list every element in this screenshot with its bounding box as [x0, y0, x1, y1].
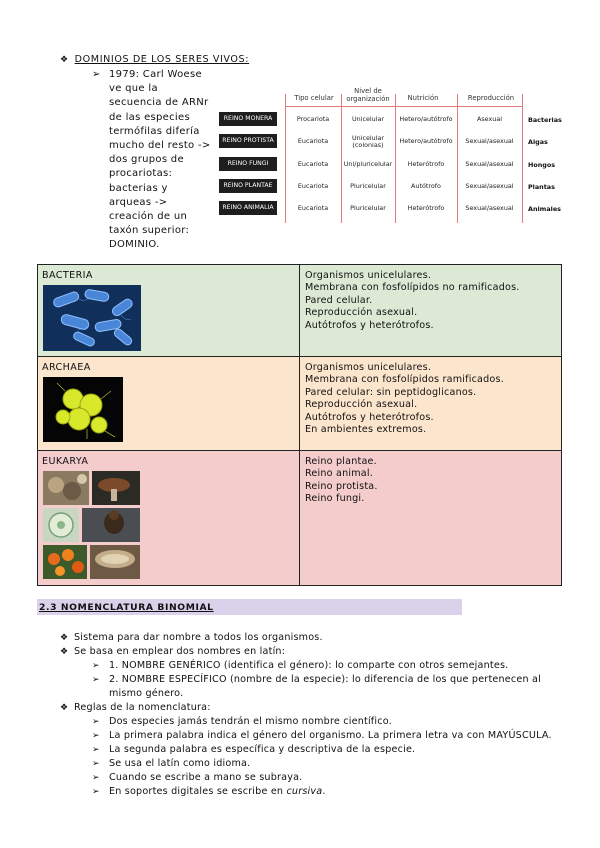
kingdom-header-nutricion: Nutrición [407, 94, 439, 102]
rule-text: La segunda palabra es específica y descriptiva de la especie. [109, 744, 416, 755]
list-item: Reino protista. [305, 480, 378, 492]
arrow-bullet-icon: ➢ [92, 675, 100, 685]
table-row [38, 357, 561, 451]
column-divider [395, 94, 396, 223]
domain-features-archaea [300, 357, 561, 450]
bullet-text: Sistema para dar nombre a todos los organismos. [74, 632, 323, 643]
kingdom-cell: Eucariota [297, 182, 329, 190]
table-row [38, 265, 561, 357]
kingdom-cell: Eucariota [297, 137, 329, 145]
kingdom-cell: Heterótrofo [407, 204, 445, 212]
bullet-text: Reglas de la nomenclatura: [74, 702, 211, 713]
column-divider [341, 94, 342, 223]
arrow-bullet-icon: ➢ [92, 69, 101, 80]
sub-bullet-text: 1. NOMBRE GENÉRICO (identifica el género): lo comparte con otros semejantes. [109, 660, 509, 671]
bullet-text: Se basa en emplear dos nombres en latín: [74, 646, 286, 657]
domain-title: BACTERIA [42, 270, 93, 281]
kingdom-table [219, 86, 564, 226]
kingdom-header-reproduccion: Reproducción [467, 94, 515, 102]
rule-text: Cuando se escribe a mano se subraya. [109, 772, 303, 783]
rule-text: La primera palabra indica el género del organismo. La primera letra va con MAYÚSCULA. [109, 730, 552, 741]
dominios-heading-text: DOMINIOS DE LOS SERES VIVOS: [74, 54, 250, 65]
rule-text-last [109, 786, 326, 797]
list-item: Reino animal. [305, 468, 373, 480]
kingdom-group: Bacterias [528, 116, 562, 124]
eukarya-collage-image [42, 471, 142, 581]
list-item: En ambientes extremos. [305, 424, 427, 436]
list-item: Membrana con fosfolípidos no ramificados. [305, 282, 520, 294]
rule-text-prefix: En soportes digitales se escribe en [109, 786, 284, 797]
kingdom-header-tipo: Tipo celular [294, 94, 334, 102]
kingdom-name-animalia: REINO ANIMALIA [219, 201, 277, 215]
kingdom-cell: Eucariota [297, 204, 329, 212]
list-item: Membrana con fosfolípidos ramificados. [305, 374, 504, 386]
rule-text-italic: cursiva [286, 786, 323, 797]
list-item: Reino plantae. [305, 456, 377, 467]
kingdom-cell: Heterótrofo [407, 160, 445, 168]
table-row [38, 451, 561, 585]
kingdom-name-plantae: REINO PLANTAE [219, 179, 277, 193]
list-item: Organismos unicelulares. [305, 270, 432, 281]
list-item: Organismos unicelulares. [305, 362, 432, 373]
arrow-bullet-icon: ➢ [92, 773, 100, 783]
kingdom-cell: Unicelular (colonias) [351, 134, 385, 149]
kingdom-cell: Sexual/asexual [465, 182, 514, 190]
kingdom-cell: Uni/pluricelular [343, 160, 393, 168]
domain-cell-bacteria [38, 265, 300, 356]
list-item: Reproducción asexual. [305, 307, 418, 319]
list-item: Pared celular. [305, 294, 373, 306]
domain-cell-eukarya [38, 451, 300, 585]
kingdom-cell: Sexual/asexual [465, 160, 514, 168]
kingdom-cell: Pluricelular [350, 204, 386, 212]
rule-text: Se usa el latín como idioma. [109, 758, 251, 769]
woese-paragraph [92, 68, 212, 253]
kingdom-group: Hongos [528, 161, 556, 169]
header-divider [285, 106, 522, 107]
woese-text: 1979: Carl Woese ve que la secuencia de ARNr de las especies termófilas difería mucho del resto -> dos grupos de procariotas: bacterias y arqueas -> creación de un taxón superior: DOMINIO. [109, 69, 211, 251]
kingdom-cell: Eucariota [297, 160, 329, 168]
arrow-bullet-icon: ➢ [92, 717, 100, 727]
bacteria-image [43, 285, 141, 351]
kingdom-group: Algas [528, 138, 548, 146]
arrow-bullet-icon: ➢ [92, 745, 100, 755]
domains-table [37, 264, 562, 586]
list-item: Reino fungi. [305, 493, 365, 505]
list-item: Autótrofos y heterótrofos. [305, 411, 434, 423]
column-divider [285, 94, 286, 223]
arrow-bullet-icon: ➢ [92, 787, 100, 797]
arrow-bullet-icon: ➢ [92, 661, 100, 671]
section-title: 2.3 NOMENCLATURA BINOMIAL [39, 602, 214, 613]
domain-title: ARCHAEA [42, 362, 91, 373]
list-item: Autótrofos y heterótrofos. [305, 319, 434, 331]
archaea-image [43, 377, 123, 442]
kingdom-cell: Asexual [476, 115, 503, 123]
kingdom-name-monera: REINO MONERA [219, 112, 277, 126]
sub-bullet-text-cont: mismo género. [109, 688, 184, 699]
kingdom-cell: Pluricelular [350, 182, 386, 190]
column-divider [457, 94, 458, 223]
arrow-bullet-icon: ➢ [92, 731, 100, 741]
domain-features-eukarya [300, 451, 561, 585]
kingdom-group: Plantas [528, 183, 555, 191]
kingdom-header-nivel: Nivel de organización [346, 87, 390, 103]
kingdom-cell: Sexual/asexual [465, 137, 514, 145]
diamond-bullet-icon: ❖ [60, 647, 69, 657]
diamond-bullet-icon: ❖ [60, 703, 69, 713]
column-divider [522, 94, 523, 223]
kingdom-cell: Hetero/autótrofo [399, 115, 453, 123]
domain-cell-archaea [38, 357, 300, 450]
kingdom-name-protista: REINO PROTISTA [219, 134, 277, 148]
dominios-heading [60, 54, 249, 65]
list-item: Reproducción asexual. [305, 399, 418, 411]
sub-bullet-text: 2. NOMBRE ESPECÍFICO (nombre de la especie): lo diferencia de los que pertenecen al [109, 674, 541, 685]
kingdom-cell: Procariota [296, 115, 330, 123]
diamond-bullet-icon: ❖ [60, 633, 69, 643]
kingdom-cell: Autótrofo [411, 182, 441, 190]
domain-features-bacteria [300, 265, 561, 356]
arrow-bullet-icon: ➢ [92, 759, 100, 769]
kingdom-name-fungi: REINO FUNGI [219, 157, 277, 171]
kingdom-group: Animales [528, 205, 561, 213]
diamond-bullet-icon: ❖ [60, 55, 69, 65]
list-item: Pared celular: sin peptidoglicanos. [305, 386, 477, 398]
kingdom-cell: Hetero/autótrofo [399, 137, 453, 145]
kingdom-cell: Unicelular [351, 115, 385, 123]
domain-title: EUKARYA [42, 456, 89, 467]
rule-text: Dos especies jamás tendrán el mismo nombre científico. [109, 716, 392, 727]
kingdom-cell: Sexual/asexual [465, 204, 514, 212]
rule-text-suffix: . [322, 786, 326, 797]
